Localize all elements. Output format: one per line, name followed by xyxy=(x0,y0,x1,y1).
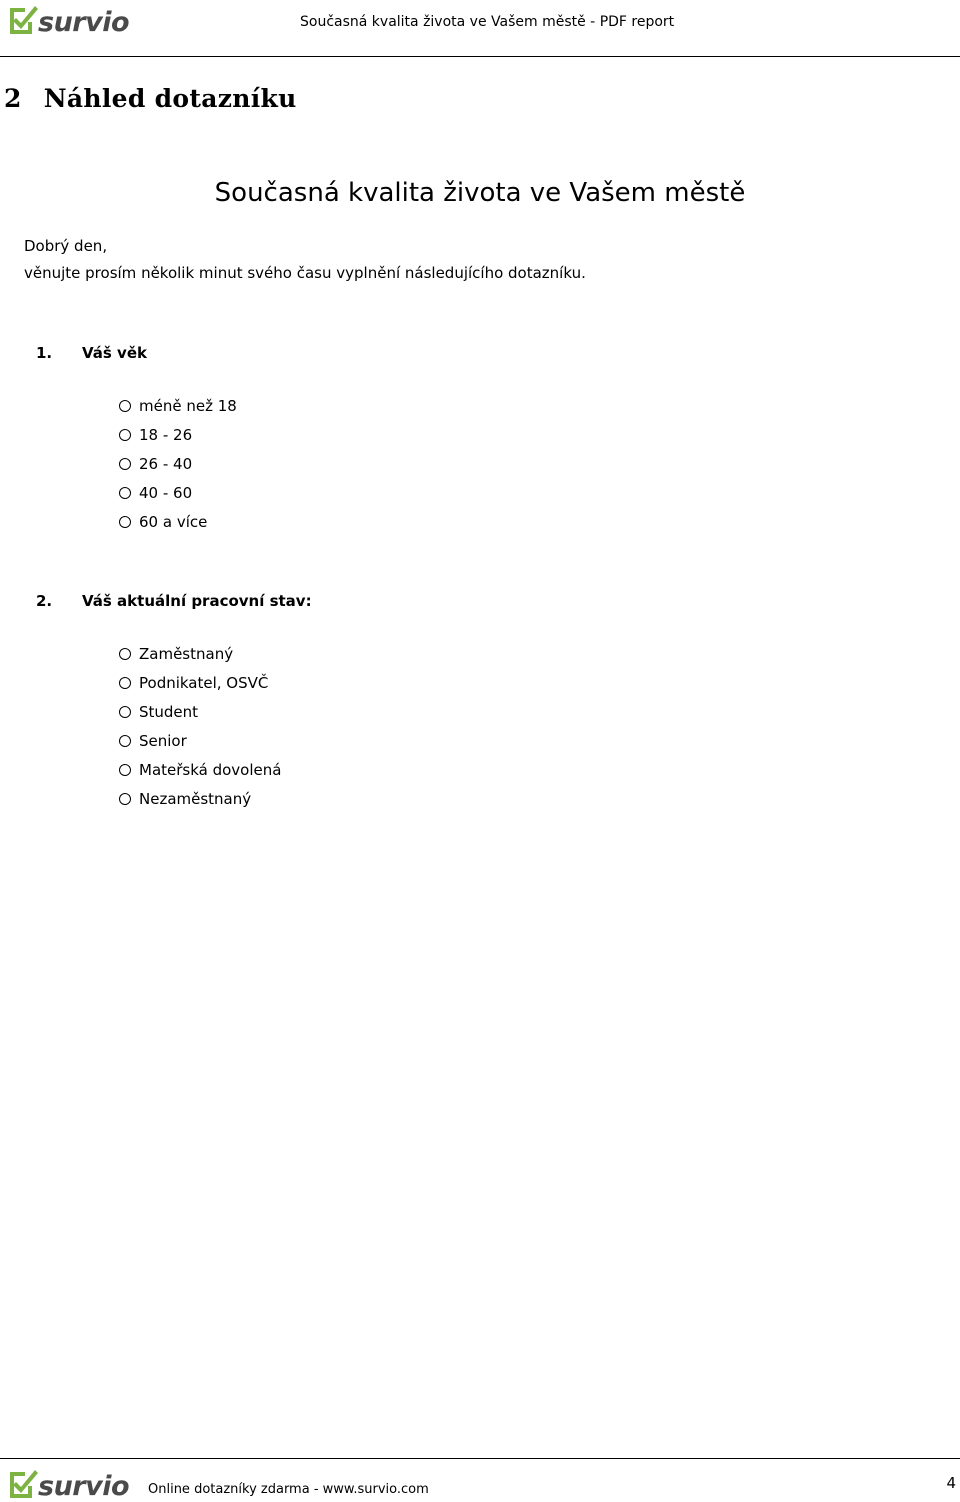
question-header xyxy=(36,344,237,362)
radio-button[interactable] xyxy=(119,706,131,718)
option-label: Student xyxy=(139,702,199,721)
option-label: 40 - 60 xyxy=(139,483,193,502)
option-label: Podnikatel, OSVČ xyxy=(139,673,269,692)
radio-button[interactable] xyxy=(119,648,131,660)
radio-button[interactable] xyxy=(119,458,131,470)
option-item[interactable] xyxy=(119,478,237,507)
page-header xyxy=(0,0,960,58)
header-divider xyxy=(0,56,960,57)
option-label: Mateřská dovolená xyxy=(139,760,282,779)
survey-intro xyxy=(24,233,586,287)
option-label: méně než 18 xyxy=(139,396,237,415)
section-heading xyxy=(4,84,297,113)
logo-wordmark: survio xyxy=(38,1471,130,1502)
radio-button[interactable] xyxy=(119,487,131,499)
survio-logo[interactable] xyxy=(8,1466,129,1500)
question-number: 1. xyxy=(36,344,53,362)
option-item[interactable] xyxy=(119,420,237,449)
option-label: 18 - 26 xyxy=(139,425,193,444)
question-1 xyxy=(36,344,237,536)
radio-button[interactable] xyxy=(119,516,131,528)
section-number: 2 xyxy=(4,84,22,113)
option-label: Zaměstnaný xyxy=(139,644,234,663)
checkmark-icon xyxy=(8,1468,38,1500)
radio-button[interactable] xyxy=(119,400,131,412)
option-list xyxy=(119,639,312,813)
intro-text: věnujte prosím několik minut svého času vyplnění následujícího dotazníku. xyxy=(24,264,586,282)
option-label: Nezaměstnaný xyxy=(139,789,252,808)
option-item[interactable] xyxy=(119,784,312,813)
option-item[interactable] xyxy=(119,755,312,784)
radio-button[interactable] xyxy=(119,793,131,805)
radio-button[interactable] xyxy=(119,764,131,776)
footer-divider xyxy=(0,1458,960,1459)
option-item[interactable] xyxy=(119,391,237,420)
report-title: Současná kvalita života ve Vašem městě - PDF report xyxy=(300,14,675,30)
option-item[interactable] xyxy=(119,726,312,755)
option-item[interactable] xyxy=(119,668,312,697)
footer-link-text[interactable]: Online dotazníky zdarma - www.survio.com xyxy=(148,1482,429,1497)
option-item[interactable] xyxy=(119,449,237,478)
greeting-text: Dobrý den, xyxy=(24,237,108,255)
checkmark-icon xyxy=(8,4,38,36)
page-footer xyxy=(0,1458,960,1500)
logo-wordmark: survio xyxy=(38,7,130,38)
survio-logo[interactable] xyxy=(8,2,129,36)
section-title: Náhled dotazníku xyxy=(43,84,297,113)
option-label: 26 - 40 xyxy=(139,454,193,473)
question-2 xyxy=(36,592,312,813)
option-item[interactable] xyxy=(119,639,312,668)
question-text: Váš věk xyxy=(82,344,147,362)
option-list xyxy=(119,391,237,536)
radio-button[interactable] xyxy=(119,735,131,747)
option-item[interactable] xyxy=(119,697,312,726)
question-text: Váš aktuální pracovní stav: xyxy=(82,592,312,610)
survey-title: Současná kvalita života ve Vašem městě xyxy=(214,178,746,208)
radio-button[interactable] xyxy=(119,429,131,441)
option-label: Senior xyxy=(139,731,187,750)
radio-button[interactable] xyxy=(119,677,131,689)
option-item[interactable] xyxy=(119,507,237,536)
option-label: 60 a více xyxy=(139,512,208,531)
page-number: 4 xyxy=(946,1474,956,1492)
question-header xyxy=(36,592,312,610)
question-number: 2. xyxy=(36,592,53,610)
